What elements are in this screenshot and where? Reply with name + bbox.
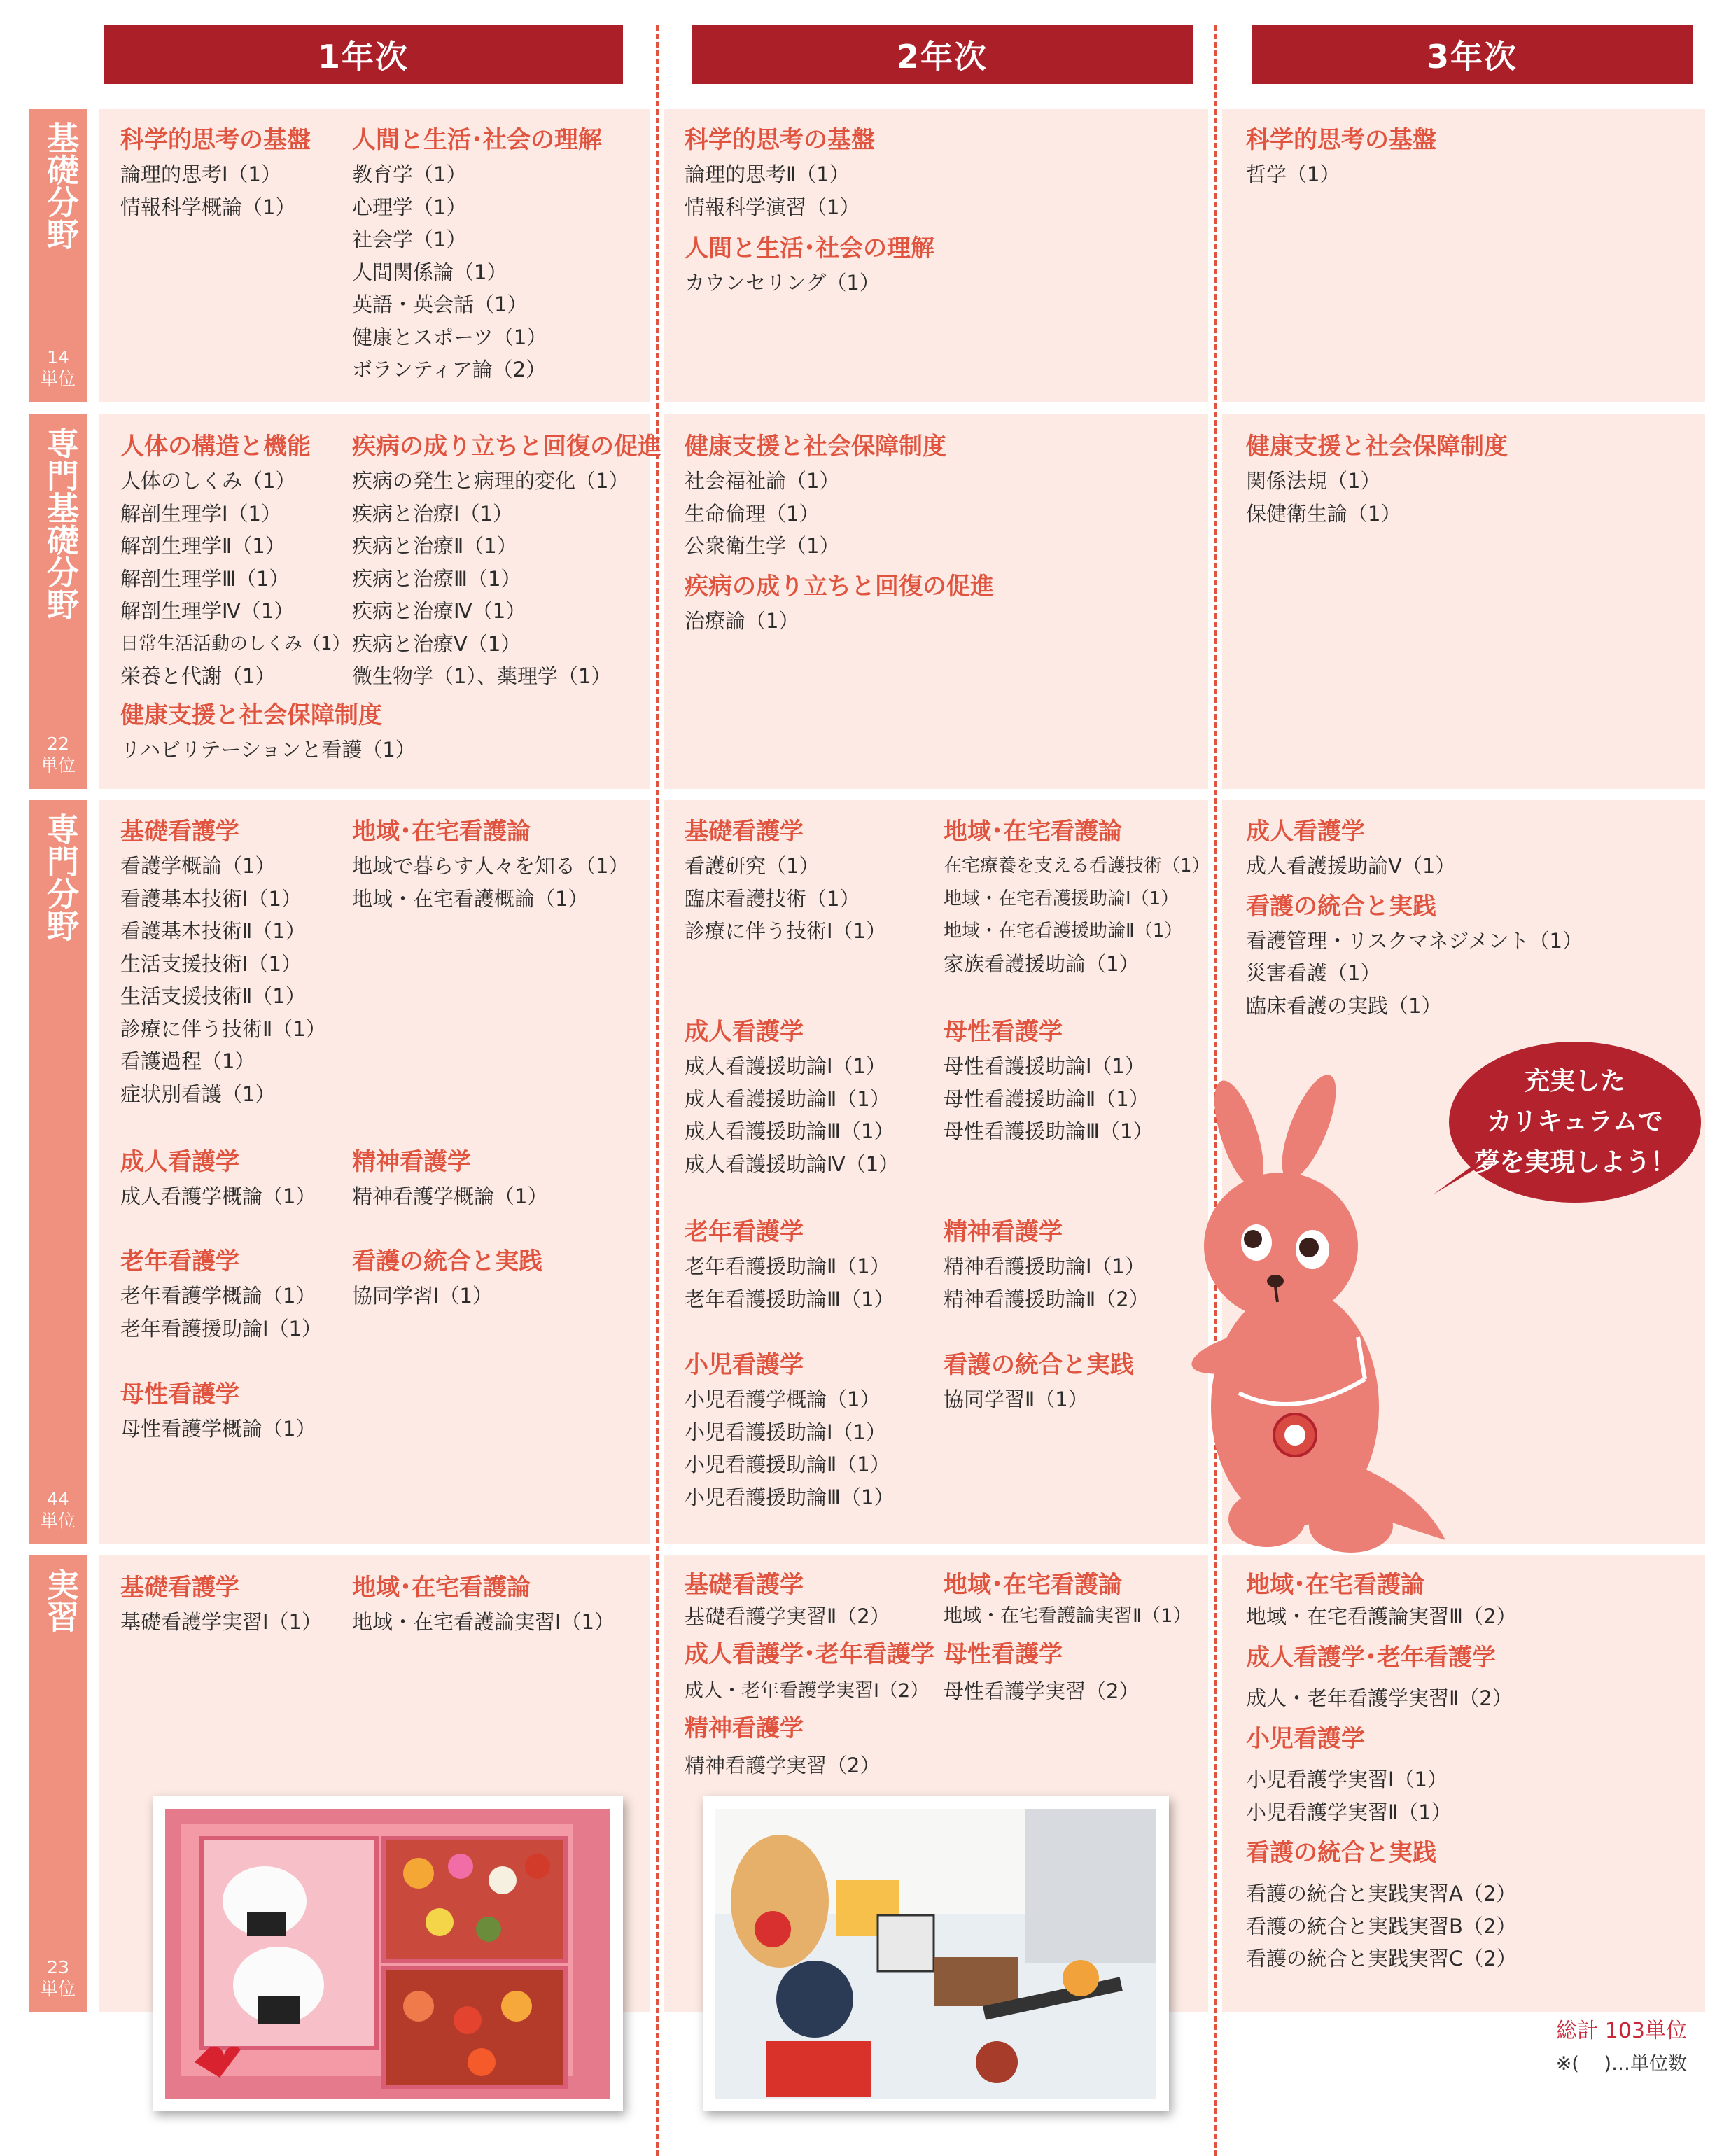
course-item: 教育学（1） <box>352 162 467 186</box>
units-number: 14 <box>47 347 69 368</box>
course-group <box>685 122 934 300</box>
photo-children-toys <box>703 1796 1169 2111</box>
course-group <box>120 122 311 223</box>
course-item: 解剖生理学Ⅳ（1） <box>120 599 295 623</box>
year-divider <box>656 25 659 2156</box>
row-title: 基礎分野 <box>42 121 80 250</box>
course-item: 論理的思考Ⅱ（1） <box>685 162 850 186</box>
group-heading: 老年看護学 <box>120 1247 239 1275</box>
row-title: 実習 <box>42 1568 80 1632</box>
group-heading: 成人看護学 <box>1246 818 1365 846</box>
course-item: 看護基本技術Ⅰ（1） <box>120 886 302 911</box>
course-item: 症状別看護（1） <box>120 1082 276 1106</box>
group-heading: 地域･在宅看護論 <box>352 818 531 846</box>
kangaroo-mascot-icon <box>1190 1071 1449 1554</box>
course-item: 社会福祉論（1） <box>685 469 840 493</box>
group-heading: 看護の統合と実践 <box>352 1247 542 1275</box>
course-item: 成人看護援助論Ⅴ（1） <box>1246 854 1456 878</box>
course-item: ボランティア論（2） <box>352 358 547 382</box>
course-item: 臨床看護の実践（1） <box>1246 993 1442 1018</box>
course-item: 小児看護学実習Ⅰ（1） <box>1246 1768 1448 1791</box>
year-header-3: 3年次 <box>1252 25 1693 84</box>
bento-photo-image <box>153 1796 623 2111</box>
units-number: 44 <box>47 1489 69 1509</box>
course-item: 老年看護援助論Ⅱ（1） <box>685 1254 890 1278</box>
course-item: 在宅療養を支える看護技術（1） <box>944 855 1210 876</box>
course-item: 公衆衛生学（1） <box>685 534 840 558</box>
units-note: ※( )…単位数 <box>1555 2053 1687 2075</box>
photo-felt-bento <box>153 1796 623 2111</box>
course-item: 家族看護援助論（1） <box>944 951 1140 976</box>
row-units <box>29 1488 87 1532</box>
course-group <box>685 1214 894 1315</box>
course-item: 哲学（1） <box>1246 162 1340 186</box>
course-item: 老年看護学概論（1） <box>120 1284 316 1308</box>
course-item: 協同学習Ⅰ（1） <box>352 1284 493 1308</box>
course-group <box>120 1376 316 1446</box>
course-item: 生命倫理（1） <box>685 501 820 526</box>
group-heading: 科学的思考の基盤 <box>120 126 311 154</box>
units-label: 単位 <box>40 1511 76 1531</box>
course-item: 診療に伴う技術Ⅱ（1） <box>120 1016 326 1041</box>
course-item: 成人看護援助論Ⅳ（1） <box>685 1152 899 1176</box>
course-item: 成人看護学概論（1） <box>120 1184 316 1208</box>
toys-photo-image <box>703 1796 1169 2111</box>
course-item: 地域・在宅看護論実習Ⅰ（1） <box>352 1610 615 1634</box>
course-item: 母性看護援助論Ⅰ（1） <box>944 1054 1146 1078</box>
group-heading: 健康支援と社会保障制度 <box>1246 433 1508 461</box>
course-item: 地域で暮らす人々を知る（1） <box>352 854 629 878</box>
units-label: 単位 <box>40 755 76 776</box>
course-item: 情報科学演習（1） <box>685 195 860 219</box>
group-heading: 疾病の成り立ちと回復の促進 <box>685 572 994 601</box>
group-heading: 疾病の成り立ちと回復の促進 <box>352 433 662 461</box>
course-group <box>944 813 1210 980</box>
course-group <box>352 428 662 693</box>
group-heading: 基礎看護学 <box>120 818 239 846</box>
course-group <box>1246 813 1583 1022</box>
course-item: 地域・在宅看護援助論Ⅱ（1） <box>944 920 1183 941</box>
course-item: 母性看護援助論Ⅲ（1） <box>944 1119 1154 1143</box>
course-group <box>120 1569 322 1639</box>
units-label: 単位 <box>40 369 76 389</box>
group-heading: 精神看護学 <box>685 1714 804 1742</box>
group-heading: 母性看護学 <box>944 1018 1063 1046</box>
course-item: 老年看護援助論Ⅰ（1） <box>120 1316 323 1340</box>
group-heading: 小児看護学 <box>1246 1725 1365 1753</box>
course-item: 論理的思考Ⅰ（1） <box>120 162 282 186</box>
course-group <box>1246 428 1508 530</box>
course-item: 小児看護援助論Ⅲ（1） <box>685 1485 895 1509</box>
course-group <box>944 1347 1134 1416</box>
course-item: 基礎看護学実習Ⅱ（2） <box>685 1604 890 1628</box>
course-item: 看護過程（1） <box>120 1049 255 1073</box>
course-item: 情報科学概論（1） <box>120 195 296 219</box>
course-item: 社会学（1） <box>352 227 467 251</box>
course-item: 基礎看護学実習Ⅰ（1） <box>120 1610 323 1634</box>
course-item: 成人・老年看護学実習Ⅱ（2） <box>1246 1686 1513 1710</box>
course-item: 疾病と治療Ⅲ（1） <box>352 566 522 591</box>
group-heading: 母性看護学 <box>944 1639 1063 1668</box>
course-item: カウンセリング（1） <box>685 271 880 295</box>
units-number: 23 <box>47 1957 69 1977</box>
group-heading: 成人看護学 <box>120 1148 239 1176</box>
course-item: 小児看護援助論Ⅰ（1） <box>685 1420 887 1444</box>
row-title: 専門基礎分野 <box>42 427 80 620</box>
course-item: 診療に伴う技術Ⅰ（1） <box>685 919 887 943</box>
course-item: 精神看護援助論Ⅱ（2） <box>944 1287 1149 1311</box>
course-item: 看護の統合と実践実習A（2） <box>1246 1882 1517 1905</box>
course-group <box>352 1243 542 1312</box>
course-group <box>352 122 602 386</box>
course-item: 小児看護援助論Ⅱ（1） <box>685 1452 890 1476</box>
group-heading: 地域･在宅看護論 <box>1246 1571 1424 1599</box>
row-units <box>29 346 87 390</box>
course-item: 疾病の発生と病理的変化（1） <box>352 469 629 493</box>
course-item: 地域・在宅看護概論（1） <box>352 886 589 911</box>
course-item: 臨床看護技術（1） <box>685 886 860 911</box>
course-item: 看護基本技術Ⅱ（1） <box>120 919 306 943</box>
course-item: 疾病と治療Ⅴ（1） <box>352 631 522 656</box>
group-heading: 人間と生活･社会の理解 <box>352 126 602 154</box>
course-item: 疾病と治療Ⅰ（1） <box>352 501 514 526</box>
group-heading: 科学的思考の基盤 <box>1246 126 1436 154</box>
course-item: 看護管理・リスクマネジメント（1） <box>1246 928 1583 953</box>
course-item: 解剖生理学Ⅰ（1） <box>120 501 282 526</box>
course-item: 英語・英会話（1） <box>352 293 528 316</box>
course-item: 地域・在宅看護論実習Ⅱ（1） <box>944 1605 1192 1627</box>
course-group <box>120 813 326 1110</box>
course-item: 疾病と治療Ⅱ（1） <box>352 534 517 558</box>
year-header-2: 2年次 <box>692 25 1193 84</box>
units-label: 単位 <box>40 1979 76 1999</box>
group-heading: 地域･在宅看護論 <box>944 818 1122 846</box>
course-item: 地域・在宅看護論実習Ⅲ（2） <box>1246 1604 1517 1628</box>
course-item: 人間関係論（1） <box>352 260 507 284</box>
group-heading: 母性看護学 <box>120 1380 239 1408</box>
group-heading: 健康支援と社会保障制度 <box>120 701 382 729</box>
course-item: 小児看護学概論（1） <box>685 1387 881 1411</box>
group-heading: 看護の統合と実践 <box>944 1351 1134 1379</box>
course-group <box>1246 1569 1517 1975</box>
course-item: 人体のしくみ（1） <box>120 469 296 493</box>
course-item: 日常生活活動のしくみ（1） <box>120 633 351 654</box>
row-label-jisshu <box>29 1555 87 2012</box>
total-units: 総計 103単位 <box>1556 2019 1687 2043</box>
group-heading: 老年看護学 <box>685 1218 804 1246</box>
course-item: 看護の統合と実践実習C（2） <box>1246 1947 1517 1970</box>
course-item: 微生物学（1）、薬理学（1） <box>352 664 612 688</box>
bubble-line: 充実した <box>1524 1067 1625 1096</box>
course-item: 保健衛生論（1） <box>1246 501 1401 526</box>
course-group <box>352 813 629 915</box>
course-item: 治療論（1） <box>685 608 799 633</box>
course-item: 協同学習Ⅱ（1） <box>944 1387 1088 1411</box>
course-item: 成人看護援助論Ⅲ（1） <box>685 1119 895 1143</box>
course-item: 成人看護援助論Ⅱ（1） <box>685 1086 890 1111</box>
group-heading: 成人看護学･老年看護学 <box>1246 1643 1496 1672</box>
group-heading: 地域･在宅看護論 <box>352 1574 531 1602</box>
course-group <box>944 1569 1191 1707</box>
group-heading: 人間と生活･社会の理解 <box>685 234 934 262</box>
course-item: 精神看護援助論Ⅰ（1） <box>944 1254 1146 1278</box>
course-group <box>352 1144 547 1213</box>
group-heading: 基礎看護学 <box>685 818 804 846</box>
bubble-line: 夢を実現しよう！ <box>1474 1148 1676 1177</box>
course-group <box>685 1569 934 1782</box>
group-heading: 成人看護学 <box>685 1018 804 1046</box>
course-group <box>120 1243 322 1345</box>
bubble-line: カリキュラムで <box>1487 1107 1663 1136</box>
group-heading: 小児看護学 <box>685 1351 804 1379</box>
course-group <box>1246 122 1436 191</box>
course-item: 精神看護学概論（1） <box>352 1184 548 1208</box>
course-group <box>685 1347 894 1513</box>
course-item: 母性看護援助論Ⅱ（1） <box>944 1086 1149 1111</box>
course-item: 疾病と治療Ⅳ（1） <box>352 599 526 623</box>
course-item: 看護の統合と実践実習B（2） <box>1246 1914 1517 1938</box>
row-units <box>29 1956 87 2000</box>
group-heading: 健康支援と社会保障制度 <box>685 433 946 461</box>
course-item: 解剖生理学Ⅲ（1） <box>120 566 290 591</box>
group-heading: 看護の統合と実践 <box>1246 1839 1436 1867</box>
group-heading: 精神看護学 <box>352 1148 471 1176</box>
course-item: 生活支援技術Ⅱ（1） <box>120 984 306 1008</box>
course-group <box>685 1014 899 1180</box>
course-group <box>352 1569 615 1639</box>
row-units <box>29 733 87 776</box>
course-item: 関係法規（1） <box>1246 469 1381 493</box>
group-heading: 基礎看護学 <box>685 1571 804 1599</box>
group-heading: 基礎看護学 <box>120 1574 239 1602</box>
group-heading: 成人看護学･老年看護学 <box>685 1639 934 1668</box>
group-heading: 精神看護学 <box>944 1218 1063 1246</box>
course-group <box>685 813 886 948</box>
course-item: 母性看護学実習（2） <box>944 1679 1140 1703</box>
row-label-senmonkiso <box>29 414 87 789</box>
group-heading: 地域･在宅看護論 <box>944 1571 1122 1599</box>
course-item: 老年看護援助論Ⅲ（1） <box>685 1287 895 1311</box>
course-item: 地域・在宅看護援助論Ⅰ（1） <box>944 888 1180 909</box>
course-item: 生活支援技術Ⅰ（1） <box>120 951 302 976</box>
row-label-senmon <box>29 800 87 1544</box>
course-item: 母性看護学概論（1） <box>120 1417 316 1441</box>
course-item: 心理学（1） <box>352 195 467 219</box>
course-item: 成人看護援助論Ⅰ（1） <box>685 1054 887 1078</box>
course-item: 看護研究（1） <box>685 854 820 878</box>
group-heading: 人体の構造と機能 <box>120 433 311 461</box>
group-heading: 看護の統合と実践 <box>1246 892 1436 920</box>
course-item: 栄養と代謝（1） <box>120 664 276 688</box>
course-item: 災害看護（1） <box>1246 961 1381 985</box>
course-item: 精神看護学実習（2） <box>685 1754 881 1777</box>
course-item: 解剖生理学Ⅱ（1） <box>120 534 286 558</box>
group-heading: 科学的思考の基盤 <box>685 126 875 154</box>
course-group <box>944 1014 1153 1148</box>
course-group <box>685 428 994 637</box>
row-title: 専門分野 <box>42 813 80 941</box>
row-label-kiso <box>29 108 87 402</box>
course-group <box>120 1144 316 1213</box>
course-item: 成人・老年看護学実習Ⅰ（2） <box>685 1679 930 1702</box>
year-header-1: 1年次 <box>104 25 623 84</box>
course-item: 健康とスポーツ（1） <box>352 325 547 349</box>
course-item: リハビリテーションと看護（1） <box>120 737 416 762</box>
units-number: 22 <box>47 734 69 754</box>
course-item: 小児看護学実習Ⅱ（1） <box>1246 1800 1452 1824</box>
course-item: 看護学概論（1） <box>120 854 276 878</box>
course-group <box>944 1214 1149 1315</box>
